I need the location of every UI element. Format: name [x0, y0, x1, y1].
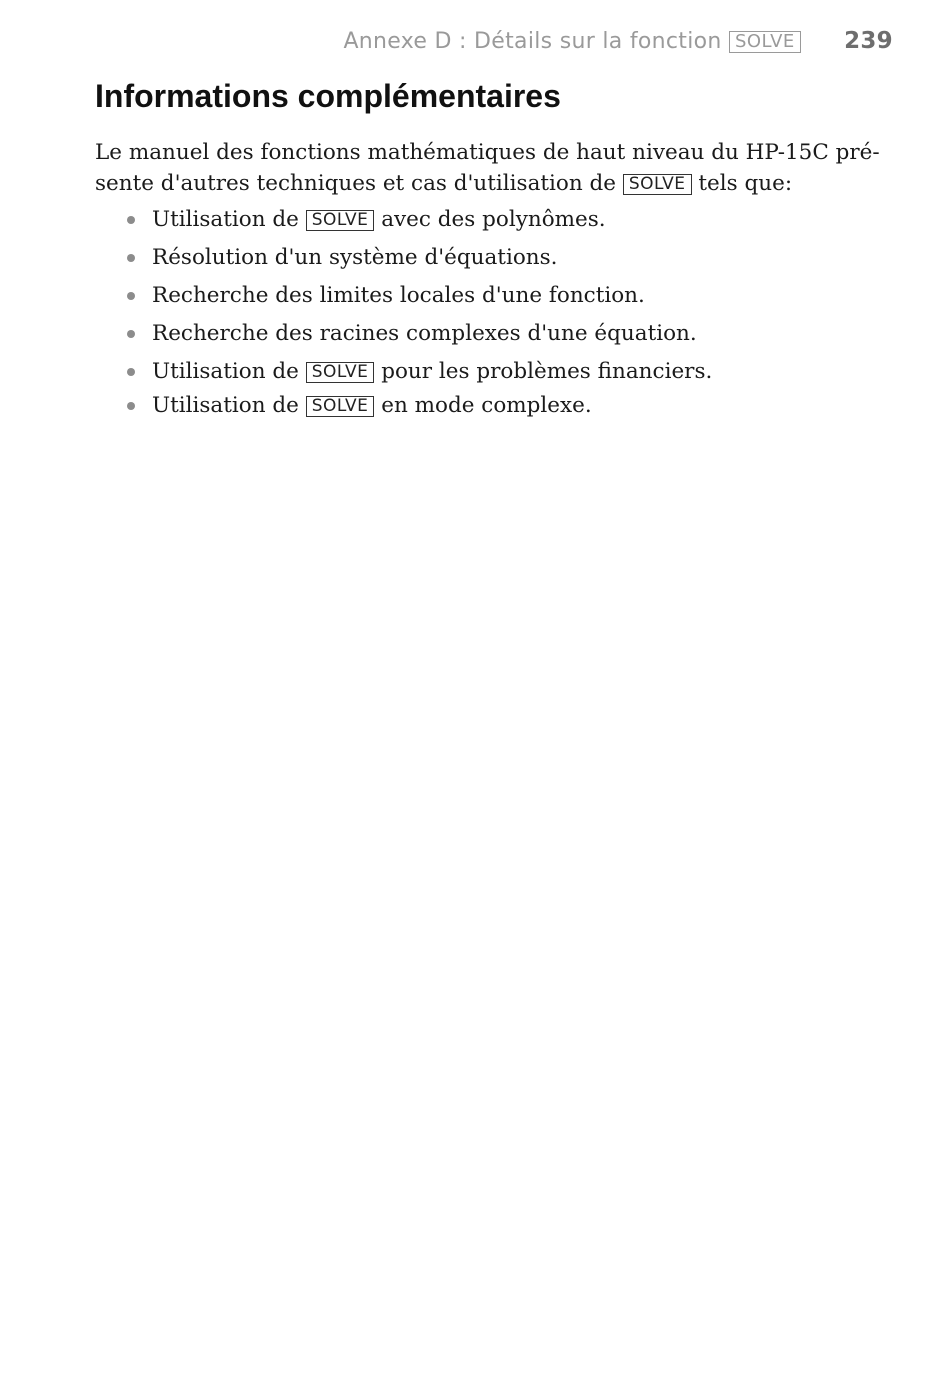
item-text: Utilisation de: [152, 207, 299, 232]
technique-list: [125, 203, 712, 427]
item-text: avec des polynômes.: [381, 207, 606, 232]
bullet-icon: [127, 368, 135, 376]
item-text: Résolution d'un système d'équations.: [152, 245, 558, 270]
intro-line-1: Le manuel des fonctions mathématiques de haut niveau du HP-15C pré-: [95, 140, 880, 165]
chapter-title: Annexe D : Détails sur la fonction: [343, 29, 722, 54]
item-text: pour les problèmes financiers.: [381, 359, 713, 384]
item-text: Utilisation de: [152, 359, 299, 384]
list-item: [125, 203, 712, 241]
solve-key-label: SOLVE: [306, 362, 375, 383]
item-text: Utilisation de: [152, 393, 299, 418]
intro-text: tels que:: [698, 171, 793, 196]
list-item: [125, 279, 712, 317]
page-number: 239: [844, 28, 893, 54]
item-text: Recherche des limites locales d'une fonction.: [152, 283, 645, 308]
bullet-icon: [127, 330, 135, 338]
solve-key-label: SOLVE: [306, 210, 375, 231]
solve-key-label: SOLVE: [623, 174, 692, 195]
intro-line-2: [95, 168, 895, 199]
item-text: Recherche des racines complexes d'une équation.: [152, 321, 697, 346]
list-item: [125, 241, 712, 279]
item-text: en mode complexe.: [381, 393, 592, 418]
solve-key-label: SOLVE: [729, 31, 801, 53]
bullet-icon: [127, 254, 135, 262]
running-header: [0, 28, 893, 54]
intro-text: sente d'autres techniques et cas d'utilisation de: [95, 171, 617, 196]
section-title: Informations complémentaires: [95, 78, 561, 114]
intro-paragraph: [95, 137, 895, 199]
bullet-icon: [127, 292, 135, 300]
list-item: [125, 389, 712, 427]
list-item: [125, 355, 712, 389]
bullet-icon: [127, 402, 135, 410]
solve-key-label: SOLVE: [306, 396, 375, 417]
list-item: [125, 317, 712, 355]
bullet-icon: [127, 216, 135, 224]
